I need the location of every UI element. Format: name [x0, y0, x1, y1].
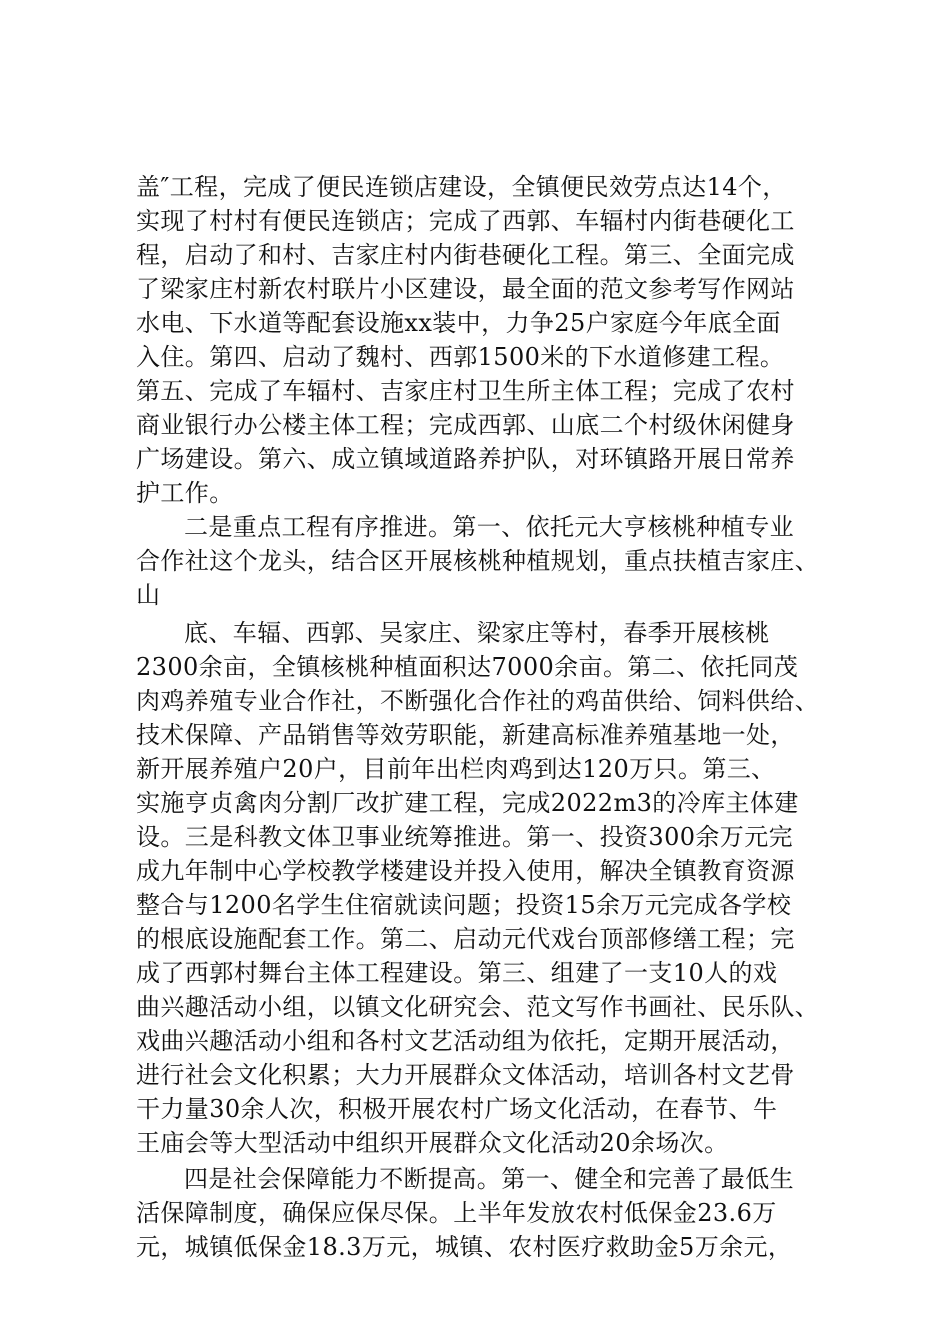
text-line: 成了西郭村舞台主体工程建设。第三、组建了一支10人的戏: [136, 959, 778, 987]
text-line: 了梁家庄村新农村联片小区建设，最全面的范文参考写作网站: [136, 275, 795, 303]
text-line: 程，启动了和村、吉家庄村内街巷硬化工程。第三、全面完成: [136, 241, 795, 269]
text-line: 肉鸡养殖专业合作社，不断强化合作社的鸡苗供给、饲料供给、: [136, 687, 820, 715]
text-line: 元，城镇低保金18.3万元，城镇、农村医疗救助金5万余元，: [136, 1233, 793, 1261]
text-line: 的根底设施配套工作。第二、启动元代戏台顶部修缮工程；完: [136, 925, 795, 953]
text-line: 合作社这个龙头，结合区开展核桃种植规划，重点扶植吉家庄、: [136, 547, 820, 575]
text-line: 进行社会文化积累；大力开展群众文体活动，培训各村文艺骨: [136, 1061, 795, 1089]
text-line: 第五、完成了车辐村、吉家庄村卫生所主体工程；完成了农村: [136, 377, 795, 405]
text-line: 新开展养殖户20户，目前年出栏肉鸡到达120万只。第三、: [136, 755, 776, 783]
paragraph-start-line: 四是社会保障能力不断提高。第一、健全和完善了最低生: [184, 1165, 794, 1193]
text-line: 2300余亩，全镇核桃种植面积达7000余亩。第二、依托同茂: [136, 653, 799, 681]
text-line: 戏曲兴趣活动小组和各村文艺活动组为依托，定期开展活动，: [136, 1027, 795, 1055]
text-line: 水电、下水道等配套设施xx装中，力争25户家庭今年底全面: [136, 309, 781, 337]
text-line: 山: [136, 581, 161, 609]
text-line: 实施亨贞禽肉分割厂改扩建工程，完成2022m3的冷库主体建: [136, 789, 799, 817]
paragraph-start-line: 底、车辐、西郭、吴家庄、梁家庄等村，春季开展核桃: [184, 619, 770, 647]
text-line: 成九年制中心学校教学楼建设并投入使用，解决全镇教育资源: [136, 857, 795, 885]
text-line: 干力量30余人次，积极开展农村广场文化活动，在春节、牛: [136, 1095, 778, 1123]
text-line: 入住。第四、启动了魏村、西郭1500米的下水道修建工程。: [136, 343, 785, 371]
text-line: 实现了村村有便民连锁店；完成了西郭、车辐村内街巷硬化工: [136, 207, 795, 235]
text-line: 设。三是科教文体卫事业统筹推进。第一、投资300余万元完: [136, 823, 794, 851]
text-line: 商业银行办公楼主体工程；完成西郭、山底二个村级休闲健身: [136, 411, 795, 439]
text-line: 盖″工程，完成了便民连锁店建设，全镇便民效劳点达14个，: [136, 173, 787, 201]
text-line: 广场建设。第六、成立镇域道路养护队，对环镇路开展日常养: [136, 445, 795, 473]
text-line: 曲兴趣活动小组，以镇文化研究会、范文写作书画社、民乐队、: [136, 993, 820, 1021]
text-line: 活保障制度，确保应保尽保。上半年发放农村低保金23.6万: [136, 1199, 777, 1227]
text-line: 技术保障、产品销售等效劳职能，新建高标准养殖基地一处，: [136, 721, 795, 749]
paragraph-start-line: 二是重点工程有序推进。第一、依托元大亨核桃种植专业: [184, 513, 794, 541]
text-line: 护工作。: [136, 479, 234, 507]
text-line: 王庙会等大型活动中组织开展群众文化活动20余场次。: [136, 1129, 729, 1157]
text-line: 整合与1200名学生住宿就读问题；投资15余万元完成各学校: [136, 891, 792, 919]
